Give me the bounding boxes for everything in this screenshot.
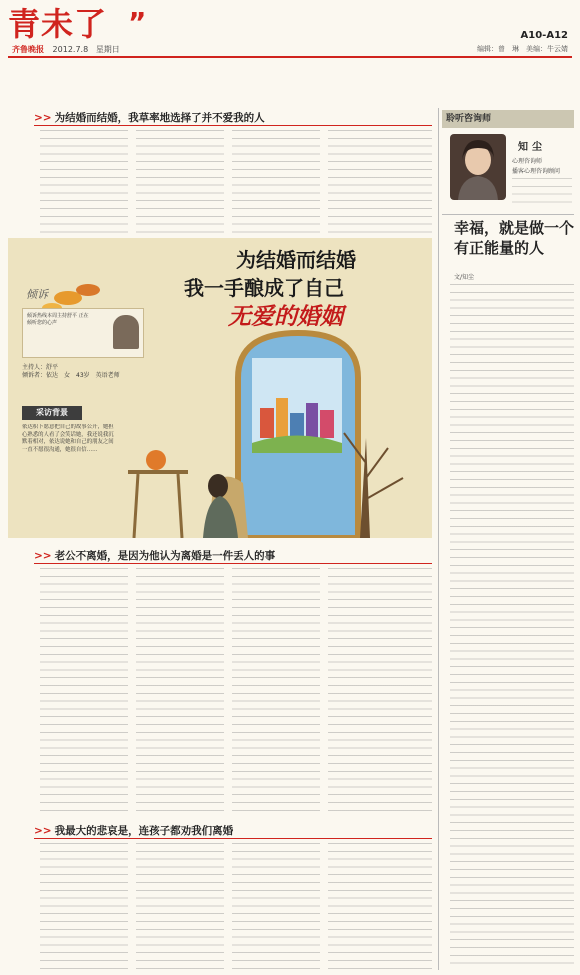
article-1-col-2 — [136, 130, 224, 236]
section-title: 青未了 — [8, 5, 108, 43]
article-2-col-4 — [328, 568, 432, 816]
sidebar-rule — [442, 214, 574, 215]
article-2-col-2 — [136, 568, 224, 816]
headline-3-text: 我最大的悲哀是，连孩子都劝我们离婚 — [54, 825, 234, 837]
article-2-col-1 — [40, 568, 128, 816]
interview-badge: 采访背景 — [22, 406, 82, 420]
headline-1 — [34, 110, 265, 125]
headline-2-rule — [34, 563, 432, 564]
hotline-text: 倾诉热线本周主持舒平 正在倾听您的心声 — [27, 313, 89, 326]
chevron-icon: >> — [34, 112, 52, 124]
guest-label: 倾诉者：依达 女 43岁 英语老师 — [22, 372, 120, 379]
column-body — [450, 284, 574, 970]
column-divider — [438, 108, 439, 970]
author-name: 知尘 — [518, 142, 546, 153]
author-desc-1: 心理咨询师 — [512, 158, 543, 165]
headline-3 — [34, 823, 233, 838]
quote-mark-icon: ” — [128, 6, 147, 39]
article-3-col-1 — [40, 843, 128, 969]
article-1-col-4 — [328, 130, 432, 236]
article-1-col-3 — [232, 130, 320, 236]
article-3-col-2 — [136, 843, 224, 969]
interview-background-text: 依达积下愿意把自己的故事公开，她担心熟悉的人看了会笑话她，我还说我沉默着相对，依达说她和自己的朋友之间一直不愿很沟通，她很自信…… — [22, 424, 114, 453]
issue-weekday: 星期日 — [95, 45, 120, 54]
column-byline: 文/知尘 — [454, 274, 475, 281]
narrator-tag: 倾诉 — [26, 288, 48, 301]
chevron-icon: >> — [34, 550, 52, 562]
article-3-col-4 — [328, 843, 432, 969]
headline-2-text: 老公不离婚，是因为他认为离婚是一件丢人的事 — [54, 550, 276, 562]
author-desc-2: 播客心理咨询顾问 — [512, 168, 561, 175]
feature-title-line-3: 无爱的婚姻 — [228, 304, 343, 330]
masthead — [8, 4, 572, 54]
feature-title-line-1: 为结婚而结婚 — [236, 248, 356, 272]
article-1-col-1 — [40, 130, 128, 236]
headline-1-text: 为结婚而结婚，我草率地选择了并不爱我的人 — [54, 112, 265, 124]
hotline-box — [22, 308, 144, 358]
masthead-meta — [12, 44, 120, 55]
headline-1-rule — [34, 125, 432, 126]
article-2-col-3 — [232, 568, 320, 816]
headline-2 — [34, 548, 275, 563]
headline-3-rule — [34, 838, 432, 839]
paper-name: 齐鲁晚报 — [12, 45, 44, 54]
masthead-rule — [8, 56, 572, 58]
host-photo — [113, 315, 139, 349]
article-3-col-3 — [232, 843, 320, 969]
author-photo — [450, 134, 506, 200]
column-title: 幸福，就是做一个有正能量的人 — [454, 219, 575, 257]
feature-title-line-2: 我一手酿成了自己 — [184, 276, 344, 300]
author-portrait-icon — [450, 134, 506, 200]
editors-credit: 编辑：曾 琳 美编：牛云婧 — [477, 45, 568, 53]
sidebar-section-label: 聆听咨询师 — [446, 114, 492, 124]
author-contact — [512, 178, 572, 208]
page-range: A10-A12 — [520, 30, 568, 41]
chevron-icon: >> — [34, 825, 52, 837]
issue-date: 2012.7.8 — [52, 45, 89, 54]
person-label: 主持人：舒平 — [22, 364, 59, 371]
feature-illustration — [8, 238, 432, 538]
sidebar-header — [442, 110, 574, 128]
